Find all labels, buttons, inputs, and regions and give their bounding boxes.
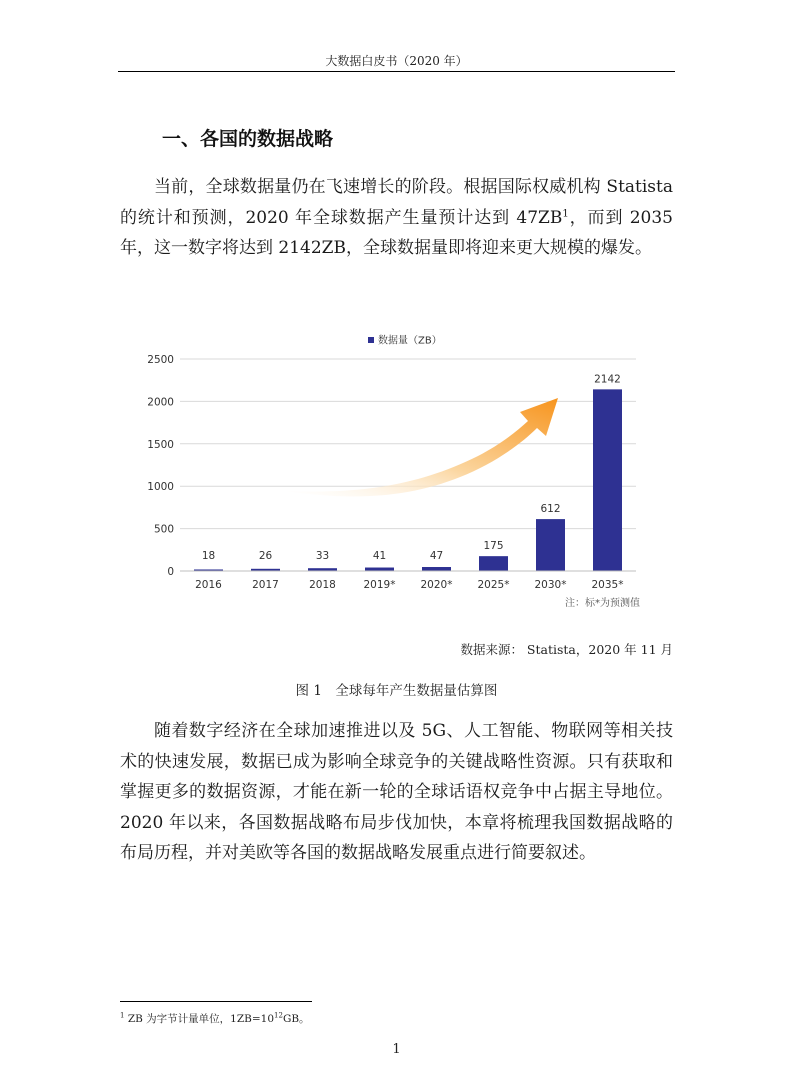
intro-text-part2: ，而到 2035 年，这一数字将达到 2142ZB，全球数据量即将迎来更大规模的爆发。 bbox=[120, 207, 673, 258]
running-header: 大数据白皮书（2020 年） bbox=[325, 54, 468, 68]
body-paragraph-text: 随着数字经济在全球加速推进以及 5G、人工智能、物联网等相关技术的快速发展，数据已成为影响全球竞争的关键战略性资源。只有获取和掌握更多的数据资源，才能在新一轮的全球话语权竞争中占据主导地位。2020 年以来，各国数据战略布局步伐加快，本章将梳理我国数据战略的布局历程，并对美欧等各国的数据战略发展重点进行简要叙述。 bbox=[120, 721, 673, 863]
bar bbox=[479, 556, 508, 571]
x-tick-label: 2020* bbox=[420, 579, 453, 591]
body-paragraph bbox=[120, 716, 673, 869]
data-label: 18 bbox=[201, 550, 216, 562]
legend-label: 数据量（ZB） bbox=[378, 335, 442, 347]
data-source: 数据来源： Statista，2020 年 11 月 bbox=[460, 642, 673, 657]
y-tick-label: 1500 bbox=[147, 438, 174, 451]
x-tick-label: 2030* bbox=[534, 579, 567, 591]
data-label: 2142 bbox=[594, 373, 621, 386]
footnote-marker: 1 bbox=[120, 1011, 125, 1020]
header-divider bbox=[118, 71, 675, 72]
page-number: 1 bbox=[392, 1042, 401, 1057]
x-tick-label: 2035* bbox=[591, 579, 624, 591]
footnote bbox=[120, 1011, 310, 1026]
intro-text-part1: 当前，全球数据量仍在飞速增长的阶段。根据国际权威机构 Statista 的统计和预测，2020 年全球数据产生量预计达到 47ZB bbox=[120, 177, 673, 228]
data-label: 47 bbox=[429, 550, 444, 562]
footnote-text-part1: ZB 为字节计量单位，1ZB=10 bbox=[127, 1013, 275, 1025]
legend-swatch bbox=[368, 337, 374, 343]
x-tick-label: 2025* bbox=[477, 579, 510, 591]
trend-arrow-icon bbox=[286, 398, 558, 496]
y-tick-label: 2000 bbox=[147, 396, 174, 409]
bar-chart-svg bbox=[118, 328, 678, 618]
figure-caption: 图 1 全球每年产生数据量估算图 bbox=[295, 683, 498, 699]
x-tick-label: 2016 bbox=[195, 579, 222, 591]
y-tick-label: 1000 bbox=[147, 481, 174, 494]
footnote-text-part2: GB。 bbox=[282, 1013, 310, 1025]
intro-paragraph bbox=[120, 172, 673, 264]
footnote-exponent: 12 bbox=[274, 1011, 283, 1020]
bar bbox=[536, 519, 565, 571]
y-tick-label: 0 bbox=[167, 566, 174, 578]
section-title: 一、各国的数据战略 bbox=[162, 128, 334, 150]
bar bbox=[422, 567, 451, 571]
y-tick-label: 500 bbox=[153, 523, 174, 536]
x-tick-label: 2019* bbox=[363, 579, 396, 591]
data-label: 41 bbox=[372, 550, 387, 562]
bar bbox=[593, 389, 622, 571]
data-label: 175 bbox=[483, 540, 504, 553]
data-label: 612 bbox=[540, 503, 561, 516]
data-label: 26 bbox=[258, 550, 273, 562]
x-tick-label: 2017 bbox=[252, 579, 279, 591]
y-tick-label: 2500 bbox=[147, 354, 174, 366]
chart-note: 注：标*为预测值 bbox=[565, 598, 640, 609]
x-tick-label: 2018 bbox=[309, 579, 336, 591]
data-label: 33 bbox=[315, 550, 330, 562]
footnote-reference[interactable]: 1 bbox=[562, 207, 569, 219]
bar bbox=[365, 568, 394, 571]
data-volume-chart bbox=[118, 328, 678, 618]
footnote-divider bbox=[120, 1001, 312, 1002]
